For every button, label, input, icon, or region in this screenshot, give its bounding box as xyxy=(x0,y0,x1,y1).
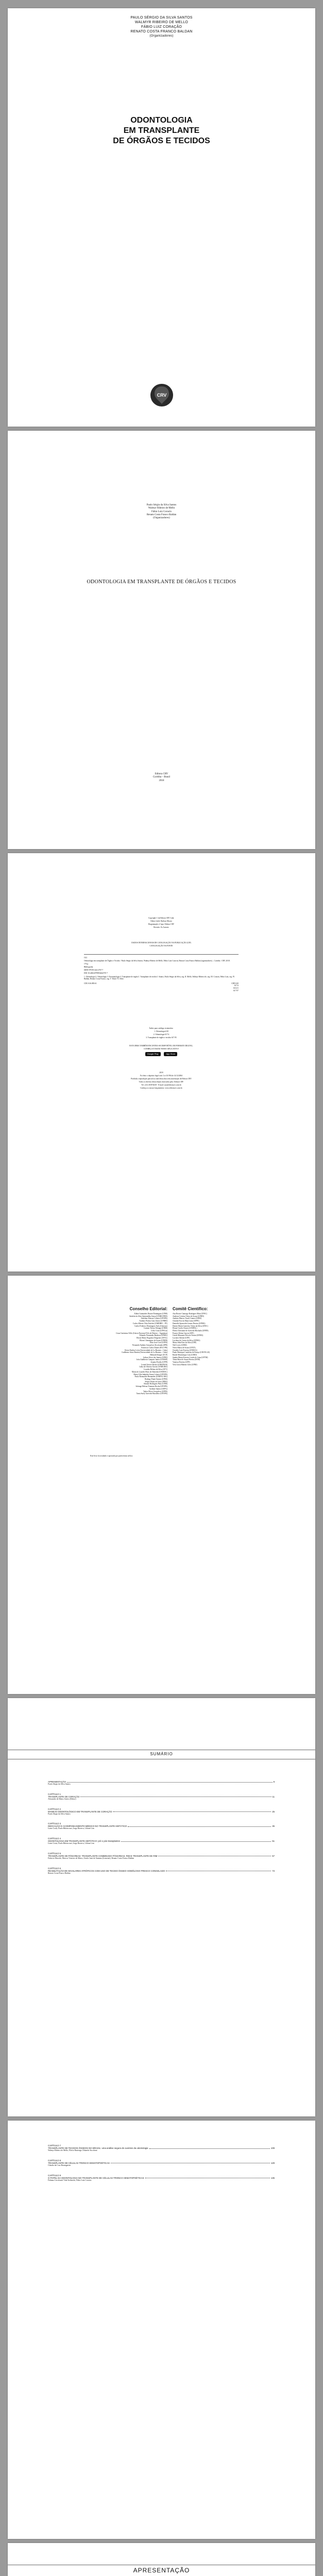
summary-entry[interactable] xyxy=(48,2144,275,2152)
review-note: Este livro foi avaliado e aprovado por pareceristas ad hoc. xyxy=(90,1455,133,1457)
summary-entry[interactable] xyxy=(48,1867,275,1875)
summary-entry-title: INDICAÇÃO E ACOMPANHAMENTO MÉDICO NO TRANSPLANTE HEPÁTICO xyxy=(48,1825,127,1828)
leader-dots xyxy=(111,2162,270,2164)
cover-title-line: DE ÓRGÃOS E TECIDOS xyxy=(113,137,210,145)
cover-author: RENATO COSTA FRANCO BALDAN xyxy=(130,30,193,33)
summary-entry-author: Liane Costa, Paulo Bittencourt, Jorge Bezerra, Liliane Lins xyxy=(48,1827,94,1830)
board-member: Elione Maria Nogueira Diogenes (UFAL) xyxy=(136,1337,167,1340)
publisher-city: Curitiba – Brasil xyxy=(152,776,171,779)
board-member: Carlos Federico Dominguez Avila (Unieuro) xyxy=(134,1325,167,1327)
classification-row xyxy=(84,982,239,992)
board-member: Andréia da Silva Quintanilha Sousa (UNIR/UFRN) xyxy=(129,1315,167,1317)
board-member: Vanessa Ferreira (UFF) xyxy=(173,1361,190,1364)
title-page-author: Walmyr Ribeiro de Mello xyxy=(148,507,175,510)
summary-entry-page: 129 xyxy=(270,2161,275,2164)
board-member: Cláudia Feio da Maia Lima (UFPE) xyxy=(173,1320,199,1323)
board-member: Neil Lewis (UERJ) xyxy=(173,1344,187,1347)
summary-entry-title: TRANSPLANTE DE TECIDOS ÓSSEOS NO BRASIL: uma análise segura de ouvintes da odontologia xyxy=(48,2147,148,2149)
summary-entry-page: 35 xyxy=(272,1825,275,1828)
summary-heading: SUMÁRIO xyxy=(150,1752,173,1756)
board-member: Gloria Fariñas León (Universidade de La Havana – Cuba) xyxy=(124,1349,167,1351)
cip-bibliography: Bibliografia xyxy=(84,966,93,969)
cdd-code: 617.97 xyxy=(233,989,239,992)
summary-entry-author: Liane Costa, Paulo Bittencourt, Jorge Bezerra, Liliane Lins xyxy=(48,1842,94,1845)
board-member: Tadeu Oliver Gonçalves (UFPA) xyxy=(143,1390,167,1393)
board-member: Guillermo Arias Beatón (Universidade de La Havana – Cuba) xyxy=(122,1351,167,1354)
summary-entry-page: 9 xyxy=(273,1781,275,1783)
credits-line: Editor-chefe: Railson Moura xyxy=(150,920,172,923)
leader-dots xyxy=(113,1810,271,1812)
board-member: Celso Conti (UFSCar) xyxy=(150,1329,167,1332)
summary-entry-title: TRANSPLANTE DE PÂNCREAS: TRANSPLANTE COMBINADO PÂNCREAS, RIM E TRANSPLANTE DE RIM xyxy=(48,1854,158,1857)
board-member: Antônio Marcos Tosoli Gomes (UERJ) xyxy=(173,1317,202,1320)
scientific-committee xyxy=(173,1307,250,1366)
summary-entry-chapter: CAPÍTULO 2 xyxy=(48,1807,61,1810)
board-member: Fernando Antônio Gonçalves Alcoforado (IPB) xyxy=(132,1344,167,1347)
rights-line: Todos os direitos desta edição reservados pela: Editora CRV xyxy=(139,1081,184,1083)
isbn: ISBN 978-85-444-2767-7 xyxy=(84,969,104,972)
summary-entry-page: 135 xyxy=(270,2176,275,2179)
board-member: Maria de Lourdes Pinto de Almeida (UNOESC) xyxy=(131,1370,167,1373)
summary-entry[interactable] xyxy=(48,1781,275,1786)
board-member: Lídia de Oliveira Xavier (UNIEURO) xyxy=(139,1366,167,1368)
summary-page xyxy=(8,1698,315,2116)
board-member: Simone Rodrigues Pinto (UNB) xyxy=(143,1383,167,1385)
board-member: Tânia Mara de Souza Pereira (UEM) xyxy=(173,1359,200,1361)
board-member: Danielle Aparecida Gomes Pereira (UFMG) xyxy=(173,1322,206,1325)
index-item: 3. Transplante de órgãos e tecidos 617.95 xyxy=(146,1037,177,1039)
logo-text: CRV xyxy=(157,393,167,398)
cover-org-label: (Organizadores) xyxy=(149,35,174,38)
board-member: Josania Portela (UFPI) xyxy=(150,1361,167,1364)
board-member: Flávia Christiane de Azevedo Machado (UFRN) xyxy=(173,1329,209,1332)
summary-entry[interactable] xyxy=(48,2174,275,2182)
credits-line: Revisão: Os Autores xyxy=(154,926,169,929)
editorial-board xyxy=(90,1307,167,1395)
summary-entry-author: Paulo Sérgio da Silva Santos xyxy=(48,1812,71,1815)
summary-entry-author: Fabricio Macedo, Marcos Vinicius de Matos, Ornilo Justi de Santana (Lemente), Renato Costa Franco Baldan xyxy=(48,1857,134,1859)
rights-line: Proibida a reprodução parcial ou total desta obra sem autorização da Editora CRV xyxy=(131,1078,192,1080)
cip-code: O21 xyxy=(84,957,88,959)
cover-title-line: ODONTOLOGIA xyxy=(130,116,193,125)
cip-block xyxy=(84,954,239,992)
leader-dots xyxy=(121,1840,271,1842)
publisher-name: Editora CRV xyxy=(155,773,168,775)
summary-entry-title: REABILITAÇÃO DE MAXILARES ATRÓFICOS COM USO DE TECIDO ÓSSEO HOMÓLOGO FRESCO CONGELADO xyxy=(48,1869,165,1872)
board-member: Lucinea Valente (UFF) xyxy=(173,1337,190,1340)
leader-dots xyxy=(145,2177,270,2179)
cdu-code: CDU 616.085:61 xyxy=(84,982,97,985)
rights-line: Foi feito o depósito legal conf. Lei 10.994 de 14/12/2004 xyxy=(140,1075,183,1077)
presentation-page xyxy=(8,2543,315,2576)
copyright-line: Copyright © da Editora CRV Ltda. xyxy=(148,917,175,919)
board-member: Rafael Montenegro Lins (UERJ) xyxy=(173,1353,197,1356)
summary-entry-page: 57 xyxy=(272,1854,275,1857)
catalog-heading xyxy=(84,942,239,948)
cdd-codes xyxy=(231,982,239,992)
summary-entry[interactable] xyxy=(48,1837,275,1845)
credits-page xyxy=(8,853,315,1272)
summary-entry-author: Fabiana Cavalcanti Vital Stoliarski, Fábio Luiz Coracin xyxy=(48,2179,92,2181)
board-member: Maria Lília Imbiriba Sousa Colares (UFOPA) xyxy=(133,1373,167,1376)
ebook-block xyxy=(84,1045,239,1056)
board-member: Lucilene de Cássia da Silva (UFMG) xyxy=(173,1339,200,1342)
summary-entry-title: MANEJO ODONTOLÓGICO EM TRANSPLANTE DE CORAÇÃO xyxy=(48,1810,112,1813)
rights-line: Conheça os nossos lançamentos: www.editoracrv.com.br xyxy=(140,1087,182,1090)
title-page-author: Renato Costa Franco Baldan xyxy=(146,513,177,516)
summary-entry-chapter: CAPÍTULO 8 xyxy=(48,2159,61,2162)
cover-page xyxy=(8,8,315,427)
summary-entry-author: Walmyr Ribeiro de Mello, Flávio Rastenge, Eduardo Sucohoni xyxy=(48,2149,97,2151)
board-member: Paulo Romualdo Hernandes (UNIFAL-MG) xyxy=(134,1376,167,1378)
board-member: Elizeu Clementino de Souza (UNEB) xyxy=(140,1339,167,1342)
doi: DOI 10.24824/978854442767.7 xyxy=(84,972,108,975)
leader-dots xyxy=(67,1781,273,1783)
title-page-title: ODONTOLOGIA EM TRANSPLANTE DE ÓRGÃOS E TECIDOS xyxy=(87,579,236,585)
summary-entry-chapter: CAPÍTULO 5 xyxy=(48,1852,61,1855)
board-member: Paulo Henrique Condeixa de França (UNIVILLE) xyxy=(173,1351,210,1354)
leader-dots xyxy=(80,1795,271,1798)
summary-entry-chapter: CAPÍTULO 4 xyxy=(48,1837,61,1840)
title-page-authors xyxy=(8,504,315,520)
summary-page-2 xyxy=(8,2121,315,2539)
index-item: 1. Odontologia 610 xyxy=(154,1030,168,1033)
board-member: Maria Júlia Paes da Silva (USP) xyxy=(173,1342,197,1344)
summary-entry-title: TRANSPLANTE DE CORAÇÃO xyxy=(48,1795,80,1798)
board-member: Rodrigo Pratte-Santos (UFES) xyxy=(145,1378,167,1380)
cover-author: FÁBIO LUIZ CORAÇÃO xyxy=(141,25,182,29)
cover-author: PAULO SÉRGIO DA SILVA SANTOS xyxy=(130,16,193,20)
board-member: Eliane Corrêa Chaves (UNIFAL) xyxy=(173,1327,197,1330)
summary-entry-title: TRANSPLANTE DE CÉLULAS TRONCO HEMATOPOÉTICAS xyxy=(48,2161,110,2164)
summary-entry[interactable] xyxy=(48,1852,275,1860)
summary-entry[interactable] xyxy=(48,1822,275,1830)
summary-entry[interactable] xyxy=(48,2159,275,2167)
google-play-badge[interactable]: Google Play xyxy=(145,1052,161,1057)
index-item: 2. Odontologia 617.6 xyxy=(153,1033,169,1036)
editorial-list xyxy=(90,1313,167,1395)
summary-entry-author: Paulo Sérgio da Silva Santos xyxy=(48,1783,71,1785)
leader-dots xyxy=(158,1855,271,1857)
summary-entry-title: O PAPEL DA ODONTOLOGIA NO TRANSPLANTE DE CÉLULAS-TRONCO HEMATOPOÉTICAS xyxy=(48,2176,144,2179)
board-member: Eduardo Fernandes Barbosa (UFMG) xyxy=(139,1334,167,1337)
board-member: Francisco Carlos Duarte (PUC-PR) xyxy=(141,1346,167,1349)
scientific-list xyxy=(173,1313,250,1366)
leader-dots xyxy=(128,1825,271,1827)
board-member: Nívea Maria de Souza (UFCE) xyxy=(173,1346,196,1349)
title-page xyxy=(8,431,315,849)
cover-authors xyxy=(8,15,315,39)
app-store-badge[interactable]: App Store xyxy=(164,1052,177,1057)
board-member: Sydione Santos (UEPG) xyxy=(149,1387,167,1390)
crv-logo xyxy=(150,383,174,407)
summary-entry-chapter: CAPÍTULO 3 xyxy=(48,1822,61,1825)
board-member: Osvaldo Luiz Ferreira (UNISUL) xyxy=(173,1349,198,1351)
rights-line: Tel.: (41) 3039-6418 - E-mail: sac@editoracrv.com.br xyxy=(141,1084,181,1087)
title-page-author: Fábio Luiz Coracin xyxy=(151,510,172,513)
leader-dots xyxy=(149,2147,270,2149)
cdd-code: CDD 610 xyxy=(231,982,239,985)
rights-block xyxy=(84,1072,239,1091)
credits-line: Diagramação e Capa: Editora CRV xyxy=(148,923,175,926)
summary-entry-chapter: CAPÍTULO 1 xyxy=(48,1792,61,1795)
board-page xyxy=(8,1276,315,1694)
summary-entry-page: 109 xyxy=(270,2147,275,2149)
summary-entry-title: ODONTOLOGIA EM TRANSPLANTE HEPÁTICO: pré e pós-transplantes xyxy=(48,1840,121,1843)
board-member: Carmen Tereza Velanga (UNIR) xyxy=(143,1327,167,1330)
title-page-org-label: (Organizadores) xyxy=(153,517,170,520)
subjects: 1. Odontologia 2. Odontologia 3. Estomatologia 4. Transplante de órgãos I. Transplante de tecidos I. Santos, Paulo Sérgio da Silva, org. II. Mello, Walmyr Ribeiro de, org. III. Coracin, Fábio Luiz, org. IV. Baldan, Renato Costa Franco, org. V. Título VI. Série. xyxy=(84,975,235,980)
title-page-author: Paulo Sérgio da Silva Santos xyxy=(146,504,177,506)
catalog-heading-1: DADOS INTERNACIONAIS DE CATALOGAÇÃO NA PUBLICAÇÃO (CIP) xyxy=(131,942,191,944)
summary-entry-chapter: CAPÍTULO 7 xyxy=(48,2144,61,2147)
board-member: Francis Kleine Garcia (UFF) xyxy=(173,1332,194,1334)
summary-entry[interactable] xyxy=(48,1808,275,1816)
board-member: Aldira Guimarães Duarte Domínguez (UNB) xyxy=(134,1313,167,1315)
board-member: Lourdes Helena da Silva (UFV) xyxy=(144,1368,167,1371)
summary-entry-page: 73 xyxy=(272,1869,275,1872)
board-member: Carlos Alberto Vilar Estêvão (UMINHO – PT) xyxy=(132,1322,167,1325)
credits-header xyxy=(84,917,239,929)
board-member: Sandra Maria Ferreira Corrêa de Lima (UFTM) xyxy=(173,1356,208,1359)
catalog-heading-2: CATALOGAÇÃO NA FONTE xyxy=(149,945,173,947)
leader-dots xyxy=(166,1870,271,1872)
summary-entries xyxy=(48,1781,275,1882)
board-member: Sérgio Nunes de Jesus (IFRO) xyxy=(145,1380,167,1383)
summary-entries-continued xyxy=(48,2144,275,2189)
summary-entry-chapter: CAPÍTULO 9 xyxy=(48,2174,61,2177)
board-member: Anselmo Alencar Colares (UFOPA) xyxy=(141,1317,167,1320)
rights-year: 2018 xyxy=(159,1072,163,1074)
board-member: Denise Maria Guerreiro Vieira da Silva (UFSC) xyxy=(173,1325,208,1327)
board-member: Tania Suely Azevedo Brasileiro (UFOPA) xyxy=(136,1393,167,1395)
summary-entry-chapter: CAPÍTULO 6 xyxy=(48,1867,61,1870)
board-member: Helmuth Krüger (UCP) xyxy=(150,1353,167,1356)
board-member: Antônio Pereira Gaio Júnior (UFRRJ) xyxy=(139,1320,167,1323)
board-member: Cesar Gerónimo Tello (Univer.Nacional Três de Febrero – Argentina) xyxy=(116,1332,167,1334)
board-member: Solange Helena Ximenes-Rocha (UFOPA) xyxy=(135,1385,167,1388)
board-member: João Adalberto Campato Junior (UNESP) xyxy=(136,1359,167,1361)
index-heading: Índice para catálogo sistemático xyxy=(149,1027,174,1029)
editorial-board-title: Conselho Editorial: xyxy=(129,1307,167,1311)
board-member: Jailson Alves dos Santos (UFRJ) xyxy=(143,1356,167,1359)
board-member: Gisele Massante Peixoto Tonini (UFMG) xyxy=(173,1334,203,1337)
cover-author: WALMYR RIBEIRO DE MELLO xyxy=(134,21,189,24)
board-member: Vera Lúcia Martins Góes (UFRJ) xyxy=(173,1363,197,1366)
summary-entry-author: Renato Costa Franco Baldan xyxy=(48,1872,71,1874)
ebook-note: ESTA OBRA TAMBÉM ENCONTRA-SE DISPONÍVEL EM FORMATO DIGITAL. xyxy=(129,1045,193,1047)
cip-main: Odontologia em transplante de Órgãos e Tecidos / Paulo Sérgio da Silva Santos, Walmyr Ribeiro de Mello, Fábio Luiz Coracin, Renato Costa Franco Baldan (organizadores) – Curitiba : CRV, 2018. xyxy=(84,960,230,962)
scientific-committee-title: Comitê Científico: xyxy=(173,1307,208,1311)
store-badges xyxy=(84,1052,239,1057)
app-note: CONHEÇA E BAIXE NOSSO APLICATIVO! xyxy=(144,1048,179,1050)
summary-entry-author: Cláudia da Cruz Baumgarten xyxy=(48,2164,71,2166)
index-block xyxy=(84,1027,239,1040)
board-member: Élsio José Corá (UFFS) xyxy=(149,1342,167,1344)
cip-pages: 176 p. xyxy=(84,963,89,965)
summary-entry-page: 25 xyxy=(272,1810,275,1813)
summary-entry-page: 11 xyxy=(272,1795,275,1798)
board-member: Andreza Cristina Vieira de Souza (UFRN) xyxy=(173,1315,204,1317)
cover-title-line: EM TRANSPLANTE xyxy=(123,126,200,135)
title-page-publisher xyxy=(8,773,315,783)
board-member: Ana Rosete Camargo Rodrigues Maia (UFSC) xyxy=(173,1313,207,1315)
cdd-code: 616.31 xyxy=(233,987,239,989)
summary-entry-page: 51 xyxy=(272,1840,275,1843)
summary-entry[interactable] xyxy=(48,1793,275,1801)
cdd-code: 617.6 xyxy=(234,985,239,987)
summary-entry-chapter: APRESENTAÇÃO xyxy=(48,1781,66,1783)
presentation-heading: APRESENTAÇÃO xyxy=(133,2567,190,2574)
summary-entry-author: Alexandre de Matos Soeiro (Editor) xyxy=(48,1798,76,1800)
board-member: Leonel Severo Rocha (UNISINOS) xyxy=(141,1363,167,1366)
cover-title xyxy=(8,115,315,146)
publisher-year: 2018 xyxy=(159,779,164,782)
